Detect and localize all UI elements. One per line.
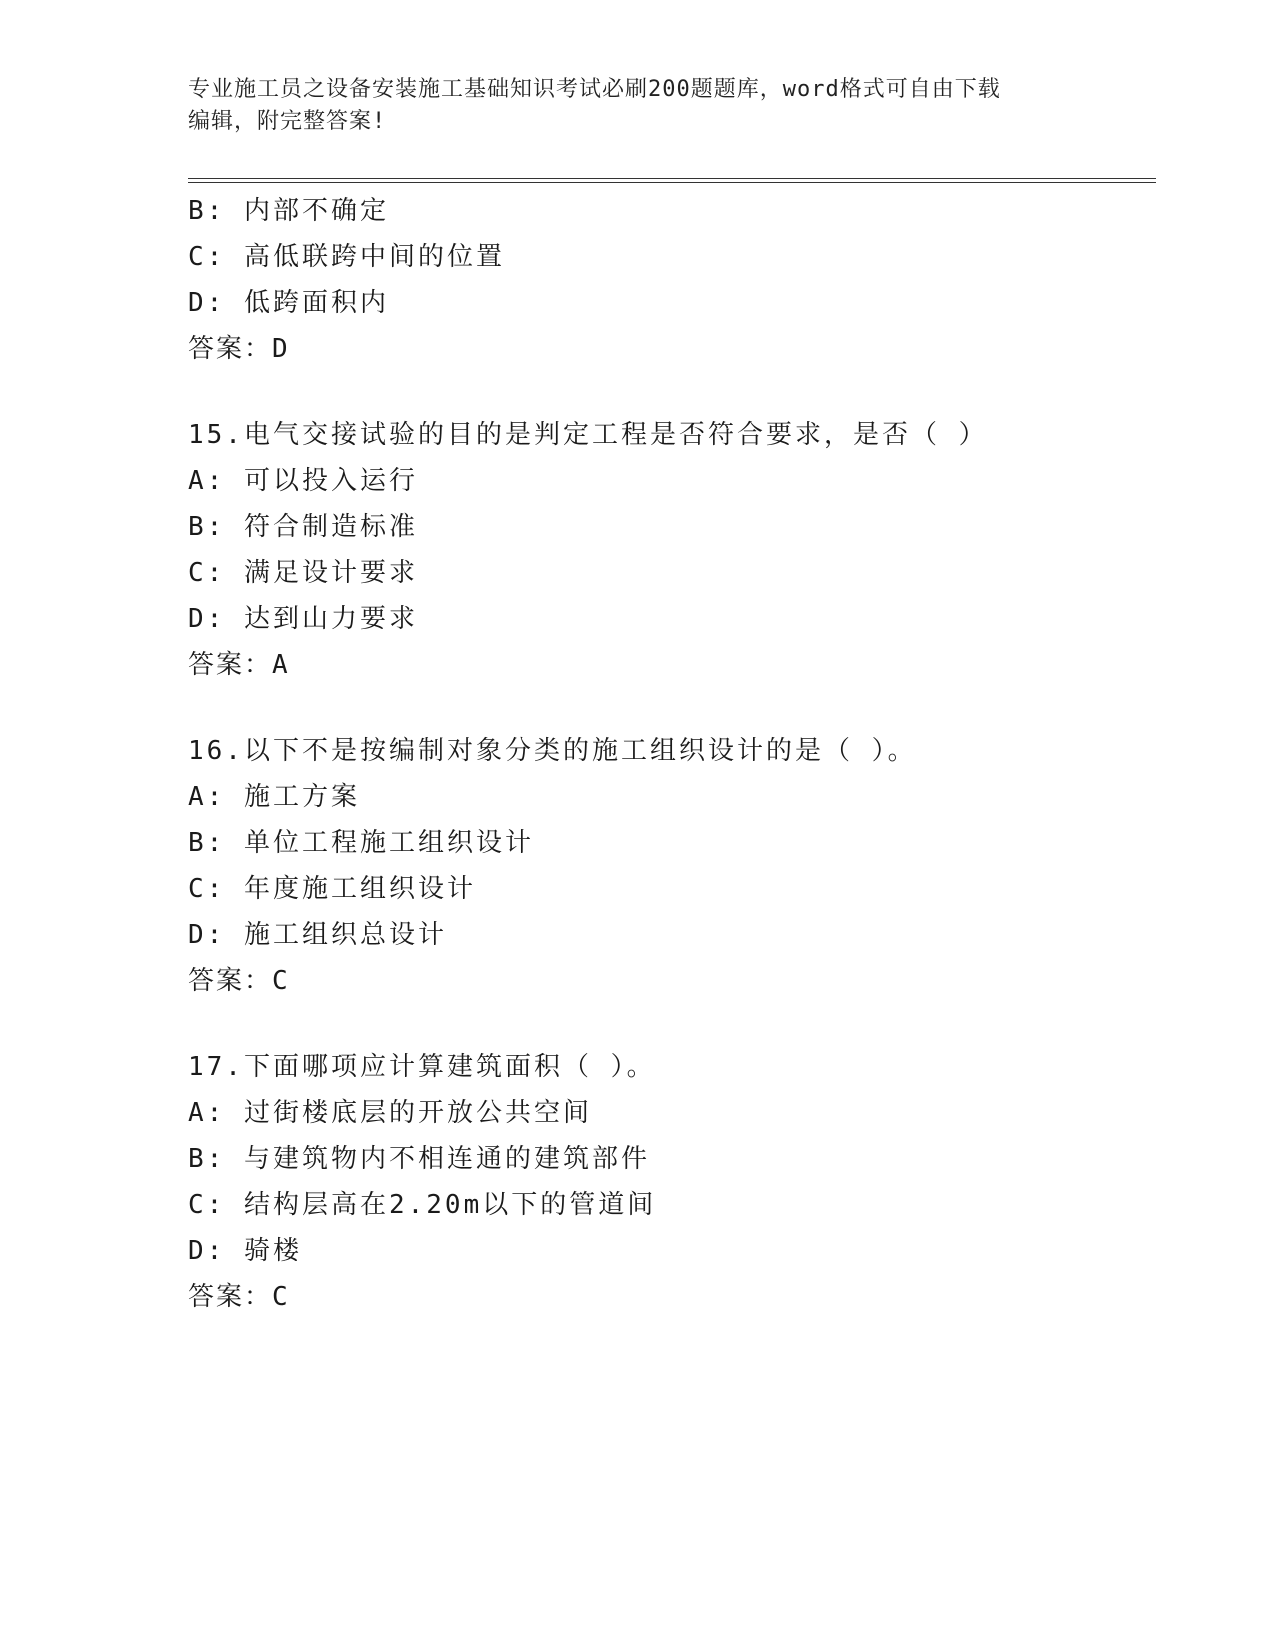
option-b: B: 单位工程施工组织设计 [188,828,534,858]
question-list [188,188,1156,1320]
option-c: C: 年度施工组织设计 [188,874,476,904]
header-title-line-1: 专业施工员之设备安装施工基础知识考试必刷200题题库，word格式可自由下载 [188,77,1001,102]
option-d: D: 达到山力要求 [188,604,418,634]
option-a: A: 过街楼底层的开放公共空间 [188,1098,592,1128]
answer-line [188,1274,1156,1320]
question-stem: 17.下面哪项应计算建筑面积（ ）。 [188,1052,656,1082]
option-c: C: 结构层高在2.20m以下的管道间 [188,1190,657,1220]
answer-line [188,326,1156,372]
option-b: B: 与建筑物内不相连通的建筑部件 [188,1144,650,1174]
question-continued [188,188,1156,372]
option-d: D: 施工组织总设计 [188,920,447,950]
question-16 [188,728,1156,1004]
header-divider-top [188,178,1156,179]
answer-value: A [272,650,290,680]
option-d: D: 低跨面积内 [188,288,389,318]
answer-label: 答案： [188,650,273,680]
answer-line [188,642,1156,688]
option-b: B: 内部不确定 [188,196,389,226]
option-a: A: 施工方案 [188,782,360,812]
question-stem: 15.电气交接试验的目的是判定工程是否符合要求，是否（ ） [188,420,988,450]
option-c: C: 高低联跨中间的位置 [188,242,505,272]
answer-value: C [272,1282,290,1312]
header-title-line-2: 编辑，附完整答案! [188,109,387,134]
option-c: C: 满足设计要求 [188,558,418,588]
spacer [188,372,1156,412]
question-stem: 16.以下不是按编制对象分类的施工组织设计的是（ ）。 [188,736,917,766]
option-a: A: 可以投入运行 [188,466,418,496]
answer-value: D [272,334,290,364]
document-header [188,74,1088,138]
answer-label: 答案： [188,1282,273,1312]
answer-line [188,958,1156,1004]
header-divider-bottom [188,182,1156,183]
answer-label: 答案： [188,966,273,996]
spacer [188,688,1156,728]
question-15 [188,412,1156,688]
answer-value: C [272,966,290,996]
spacer [188,1004,1156,1044]
question-17 [188,1044,1156,1320]
option-d: D: 骑楼 [188,1236,302,1266]
answer-label: 答案： [188,334,273,364]
option-b: B: 符合制造标准 [188,512,418,542]
